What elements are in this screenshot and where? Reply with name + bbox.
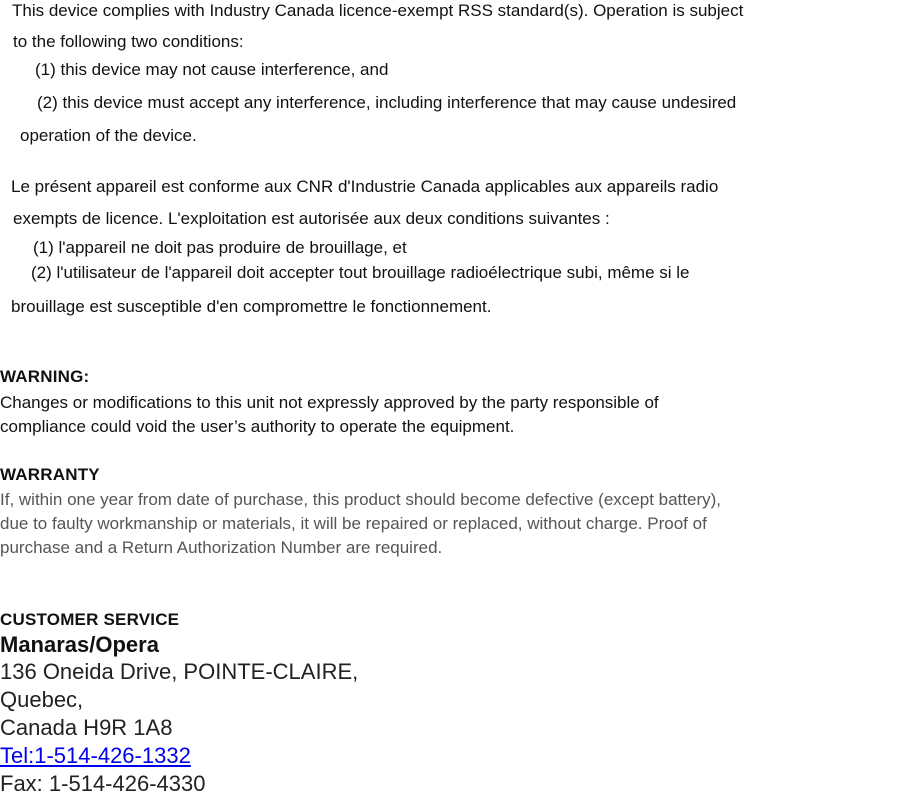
- warning-line-1: Changes or modifications to this unit not expressly approved by the party responsible of: [0, 393, 659, 412]
- address-line-2: Quebec,: [0, 687, 84, 712]
- ic-fr-condition-2-cont: brouillage est susceptible d'en compromettre le fonctionnement.: [11, 297, 492, 316]
- address-line-3: Canada H9R 1A8: [0, 715, 173, 740]
- ic-fr-line-2: exempts de licence. L'exploitation est autorisée aux deux conditions suivantes :: [13, 209, 610, 228]
- ic-fr-condition-2: (2) l'utilisateur de l'appareil doit accepter tout brouillage radioélectrique subi, même si le: [31, 263, 690, 282]
- warranty-line-2: due to faulty workmanship or materials, it will be repaired or replaced, without charge. Proof of: [0, 514, 707, 533]
- fax-number: Fax: 1-514-426-4330: [0, 771, 206, 796]
- warning-line-2: compliance could void the user’s authority to operate the equipment.: [0, 417, 515, 436]
- ic-fr-line-1: Le présent appareil est conforme aux CNR d'Industrie Canada applicables aux appareils radio: [11, 177, 719, 196]
- warranty-line-1: If, within one year from date of purchase, this product should become defective (except battery),: [0, 490, 721, 509]
- ic-en-condition-1: (1) this device may not cause interference, and: [35, 60, 389, 79]
- warranty-heading: WARRANTY: [0, 465, 100, 484]
- ic-en-line-1: This device complies with Industry Canada licence-exempt RSS standard(s). Operation is subject: [12, 1, 744, 20]
- ic-fr-condition-1: (1) l'appareil ne doit pas produire de brouillage, et: [33, 238, 407, 257]
- telephone-link[interactable]: Tel:1-514-426-1332: [0, 743, 191, 768]
- ic-en-condition-2-cont: operation of the device.: [20, 126, 197, 145]
- warranty-line-3: purchase and a Return Authorization Number are required.: [0, 538, 443, 557]
- ic-en-line-2: to the following two conditions:: [13, 32, 244, 51]
- customer-service-heading: CUSTOMER SERVICE: [0, 610, 180, 629]
- warning-heading: WARNING:: [0, 367, 90, 386]
- company-name: Manaras/Opera: [0, 632, 159, 657]
- ic-en-condition-2: (2) this device must accept any interference, including interference that may cause undesired: [37, 93, 737, 112]
- address-line-1: 136 Oneida Drive, POINTE-CLAIRE,: [0, 659, 359, 684]
